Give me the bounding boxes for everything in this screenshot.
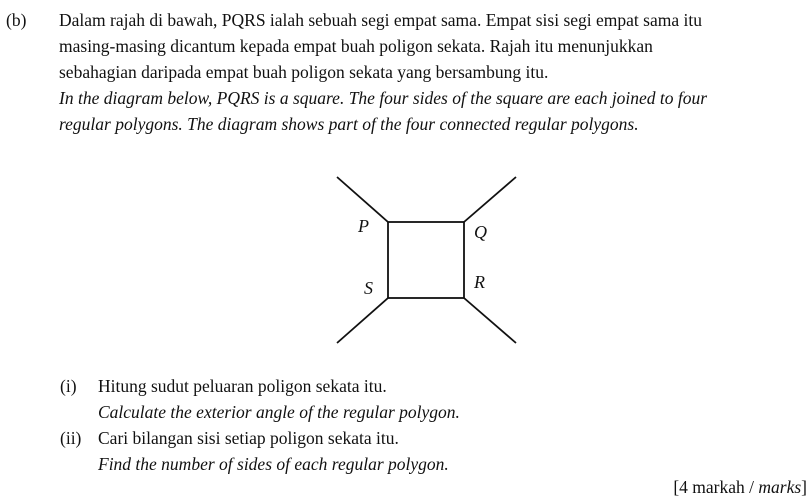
question-text-english-line-1: In the diagram below, PQRS is a square. The four sides of the square are each joined to four <box>59 88 708 108</box>
polygon-edge-s <box>337 298 388 343</box>
subquestion-i-english: Calculate the exterior angle of the regular polygon. <box>98 402 460 422</box>
polygon-edge-r <box>464 298 516 343</box>
question-text-english-line-2: regular polygons. The diagram shows part of the four connected regular polygons. <box>59 114 639 134</box>
vertex-label-s: S <box>364 278 373 298</box>
vertex-label-q: Q <box>474 222 487 242</box>
question-text-malay-line-3: sebahagian daripada empat buah poligon sekata yang bersambung itu. <box>59 62 549 82</box>
subquestion-i-label: (i) <box>60 376 77 396</box>
polygon-edge-q <box>464 177 516 222</box>
vertex-label-p: P <box>358 216 369 236</box>
vertex-label-r: R <box>474 272 485 292</box>
marks-italic: marks <box>758 477 802 497</box>
question-text-malay-line-2: masing-masing dicantum kepada empat buah poligon sekata. Rajah itu menunjukkan <box>59 36 653 56</box>
subquestion-ii-malay: Cari bilangan sisi setiap poligon sekata itu. <box>98 428 399 448</box>
marks-allocation <box>673 477 807 498</box>
marks-suffix: ] <box>801 477 807 497</box>
marks-prefix: [4 markah / <box>673 477 759 497</box>
subquestion-ii-label: (ii) <box>60 428 82 448</box>
subquestion-ii-english: Find the number of sides of each regular polygon. <box>98 454 449 474</box>
question-text-malay-line-1: Dalam rajah di bawah, PQRS ialah sebuah segi empat sama. Empat sisi segi empat sama itu <box>59 10 702 30</box>
square-pqrs <box>388 222 464 298</box>
part-label: (b) <box>6 10 27 30</box>
subquestion-i-malay: Hitung sudut peluaran poligon sekata itu. <box>98 376 387 396</box>
